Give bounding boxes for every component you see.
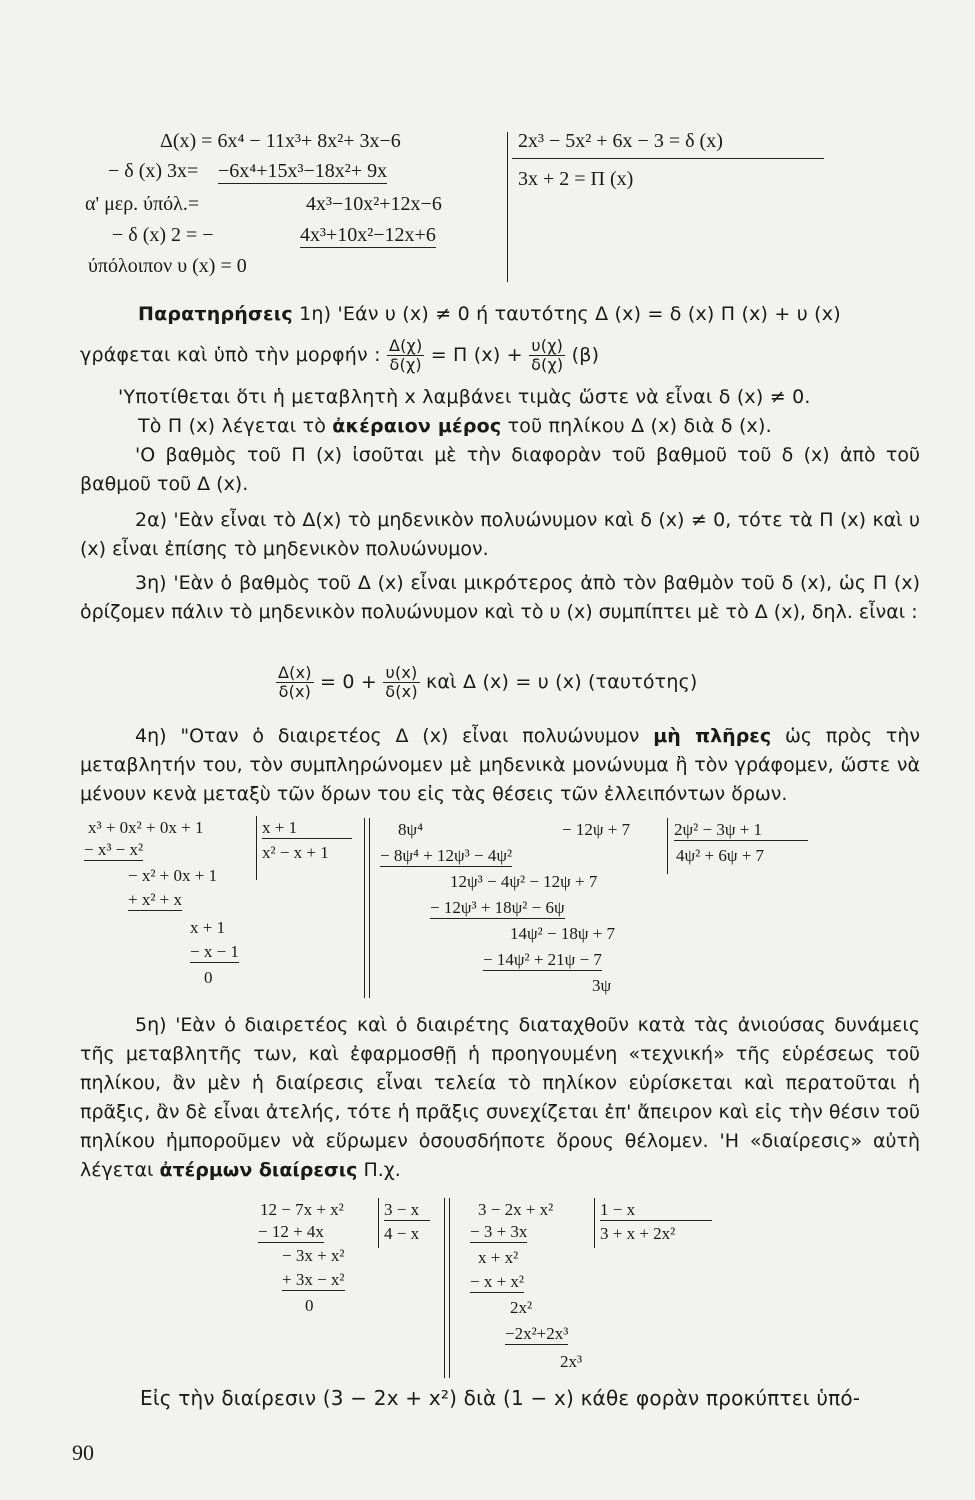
quotient: x² − x + 1 [262, 843, 329, 862]
quotient-line: 3x + 2 = Π (x) [518, 168, 634, 190]
remark-1-integer-part: Τὸ Π (x) λέγεται τὸ ἀκέραιον μέρος τοῦ πηλίκου Δ (x) διὰ δ (x). [138, 415, 772, 437]
divisor-underline [512, 158, 824, 159]
subtract-line-2: 4x³+10x²−12x+6 [300, 224, 436, 246]
remark-2: 2α) 'Εὰν εἶναι τὸ Δ(x) τὸ μηδενικὸν πολυώνυμον καὶ δ (x) ≠ 0, τότε τὰ Π (x) καὶ υ (x) εἶναι ἐπίσης τὸ μηδενικὸν πολυώνυμον. [80, 509, 920, 560]
remark-1-assumption: 'Υποτίθεται ὅτι ἡ μεταβλητὴ x λαμβάνει τιμὰς ὥστε νὰ εἶναι δ (x) ≠ 0. [118, 386, 811, 408]
quotient: 4ψ² + 6ψ + 7 [676, 846, 765, 865]
remark-1-line: Παρατηρήσεις 1η) 'Εάν υ (x) ≠ 0 ή ταυτότης Δ (x) = δ (x) Π (x) + υ (x) [138, 303, 841, 325]
remarks-heading: Παρατηρήσεις [138, 303, 293, 325]
remainder-line: ύπόλοιπον υ (x) = 0 [88, 255, 247, 277]
divisor: x + 1 [262, 818, 352, 839]
quotient: 4 − x [384, 1224, 420, 1243]
quotient: 3 + x + 2x² [600, 1224, 676, 1243]
final-line: Εἰς τὴν διαίρεσιν (3 − 2x + x²) διὰ (1 − x) κάθε φορὰν προκύπτει ὑπό- [140, 1386, 861, 1410]
subtract-line-1: −6x⁴+15x³−18x²+ 9x [218, 160, 388, 182]
remark-1-degree: 'Ο βαθμὸς τοῦ Π (x) ἰσοῦται μὲ τὴν διαφορὰν τοῦ βαθμοῦ τοῦ δ (x) ἀπὸ τοῦ βαθμοῦ τοῦ Δ (x). [80, 444, 920, 495]
remark-3: 3η) 'Εὰν ὁ βαθμὸς τοῦ Δ (x) εἶναι μικρότερος ἀπὸ τὸν βαθμὸν τοῦ δ (x), ὡς Π (x) ὁρίζομεν πάλιν τὸ μηδενικὸν πολυώνυμον καὶ τὸ υ (x) συμπίπτει μὲ τὸ Δ (x), δηλ. εἶναι : [80, 572, 920, 623]
fraction-quotient: $\frac{\Delta(\chi)}{\delta(\chi)}$ [388, 336, 423, 374]
partial-remainder-label: α' μερ. ύπόλ.= [85, 193, 200, 215]
fraction-remainder: $\frac{\upsilon(\chi)}{\delta(\chi)}$ [531, 336, 564, 374]
remark-4: 4η) "Οταν ὁ διαιρετέος Δ (x) εἶναι πολυώνυμον μὴ πλῆρες ὡς πρὸς τὴν μεταβλητήν του, τὸν συμπληρώνομεν μὲ μηδενικὰ μονώνυμα ἢ τὸν γράφομεν, ὥστε νὰ μένουν κενὰ μεταξὺ τῶν ὅρων του εἰς τὰς θέσεις τῶν ἐλλειπόντων ὅρων. [80, 725, 921, 805]
divisor: 1 − x [600, 1200, 712, 1221]
remark-1-form: γράφεται καὶ ὑπὸ τὴν μορφήν : $\frac{\Delta(\chi)}{\delta(\chi)}$ = Π (x) + $\frac{\upsilon(\chi)}{\delta(\chi)}$ (β) [80, 336, 600, 374]
remark-5: 5η) 'Εὰν ὁ διαιρετέος καὶ ὁ διαιρέτης διαταχθοῦν κατὰ τὰς ἀνιούσας δυνάμεις τῆς μεταβλητῆς των, καὶ ἐφαρμοσθῇ ἡ προηγουμένη «τεχνική» τῆς εὑρέσεως τοῦ πηλίκου, ἂν μὲν ἡ διαίρεσις εἶναι τελεία τὸ πηλίκον εὑρίσκεται καὶ περατοῦται ἡ πρᾶξις, ἂν δὲ εἶναι ἀτελής, τότε ἡ πρᾶξις συνεχίζεται ἐπ' ἄπειρον καὶ εἰς τὴν θέσιν τοῦ πηλίκου ἠμποροῦμεν νὰ εὕρωμεν ὁσουσδήποτε ὅρους θέλομεν. 'Η «διαίρεσις» αὐτὴ λέγεται ἀτέρμων διαίρεσις Π.χ. [80, 1014, 920, 1181]
dividend-line: Δ(x) = 6x⁴ − 11x³+ 8x²+ 3x−6 [160, 130, 401, 152]
remark-3-equation: $\frac{\Delta(x)}{\delta(x)}$ = 0 + $\frac{\upsilon(x)}{\delta(x)}$ καὶ Δ (x) = υ (x) (ταυτότης) [278, 663, 698, 701]
divisor: 2ψ² − 3ψ + 1 [674, 820, 808, 841]
subtract-label-2: − δ (x) 2 = − [112, 224, 214, 246]
page-number: 90 [72, 1440, 94, 1465]
subtract-label: − δ (x) 3x= [108, 160, 199, 182]
partial-remainder: 4x³−10x²+12x−6 [306, 193, 442, 215]
division-bar [507, 132, 508, 282]
divisor-line: 2x³ − 5x² + 6x − 3 = δ (x) [518, 130, 723, 152]
book-page: Δ(x) = 6x⁴ − 11x³+ 8x²+ 3x−6 2x³ − 5x² + 6x − 3 = δ (x) − δ (x) 3x= −6x⁴+15x³−18x²+ 9x 3x + 2 = Π (x) α' μερ. ύπόλ.= 4x³−10x²+12x−6 − δ (x) 2 = − 4x³+10x²−12x+6 ύπόλοιπον υ (x) = 0 Παρατηρήσεις 1η) 'Εάν υ (x) ≠ 0 ή ταυτότης Δ (x) = δ (x) Π (x) + υ (x) γράφεται καὶ ὑπὸ τὴν μορφήν : $\frac{\Delta(\chi)}{\delta(\chi)}$ = Π (x) + $\frac{\upsilon(\chi)}{\delta(\chi)}$ (β) 'Υποτίθεται ὅτι ἡ μεταβλητὴ x λαμβάνει τιμὰς ὥστε νὰ εἶναι δ (x) ≠ 0. Τὸ Π (x) λέγεται τὸ ἀκέραιον μέρος τοῦ πηλίκου Δ (x) διὰ δ (x). 'Ο βαθμὸς τοῦ Π (x) ἰσοῦται μὲ τὴν διαφορὰν τοῦ βαθμοῦ τοῦ δ (x) ἀπὸ τοῦ βαθμοῦ τοῦ Δ (x). 2α) 'Εὰν εἶναι τὸ Δ(x) τὸ μηδενικὸν πολυώνυμον καὶ δ (x) ≠ 0, τότε τὰ Π (x) καὶ υ (x) εἶναι ἐπίσης τὸ μηδενικὸν πολυώνυμον. 3η) 'Εὰν ὁ βαθμὸς τοῦ Δ (x) εἶναι μικρότερος ἀπὸ τὸν βαθμὸν τοῦ δ (x), ὡς Π (x) ὁρίζομεν πάλιν τὸ μηδενικὸν πολυώνυμον καὶ τὸ υ (x) συμπίπτει μὲ τὸ Δ (x), δηλ. εἶναι : $\frac{\Delta(x)}{\delta(x)}$ = 0 + $\frac{\upsilon(x)}{\delta(x)}$ καὶ Δ (x) = υ (x) (ταυτότης) 4η) "Οταν ὁ διαιρετέος Δ (x) εἶναι πολυώνυμον μὴ πλῆρες ὡς πρὸς τὴν μεταβλητήν του, τὸν συμπληρώνομεν μὲ μηδενικὰ μονώνυμα ἢ τὸν γράφομεν, ὥστε νὰ μένουν κενὰ μεταξὺ τῶν ὅρων του εἰς τὰς θέσεις τῶν ἐλλειπόντων ὅρων. x³ + 0x² + 0x + 1 − x³ − x² − x² + 0x + 1 + x² + x x + 1 − x − 1 0 x + 1 x² − x + 1 8ψ⁴ − 12ψ + 7 − 8ψ⁴ + 12ψ³ − 4ψ² 12ψ³ − 4ψ² − 12ψ + 7 − 12ψ³ + 18ψ² − 6ψ 14ψ² − 18ψ + 7 − 14ψ² + 21ψ − 7 3ψ 2ψ² − 3ψ + 1 4ψ² + 6ψ + 7 5η) 'Εὰν ὁ διαιρετέος καὶ ὁ διαιρέτης διαταχθοῦν κατὰ τὰς ἀνιούσας δυνάμεις τῆς μεταβλητῆς των, καὶ ἐφαρμοσθῇ ἡ προηγουμένη «τεχνική» τῆς εὑρέσεως τοῦ πηλίκου, ἂν μὲν ἡ διαίρεσις εἶναι τελεία τὸ πηλίκον εὑρίσκεται καὶ περατοῦται ἡ πρᾶξις, ἂν δὲ εἶναι ἀτελής, τότε ἡ πρᾶξις συνεχίζεται ἐπ' ἄπειρον καὶ εἰς τὴν θέσιν τοῦ πηλίκου ἠμποροῦμεν νὰ εὕρωμεν ὁσουσδήποτε ὅρους θέλομεν. 'Η «διαίρεσις» αὐτὴ λέγεται ἀτέρμων διαίρεσις Π.χ. 12 − 7x + x² − 12 + 4x − 3x + x² + 3x − x² 0 3 − x 4 − x 3 − 2x + x² − 3 + 3x x + x² − x + x² 2x² −2x²+2x³ 2x³ 1 − x 3 + x + 2x² Εἰς τὴν διαίρεσιν (3 − 2x + x²) διὰ (1 − x) κάθε φορὰν προκύπτει ὑπό- 90 [72, 130, 921, 1465]
divisor: 3 − x [384, 1200, 430, 1221]
